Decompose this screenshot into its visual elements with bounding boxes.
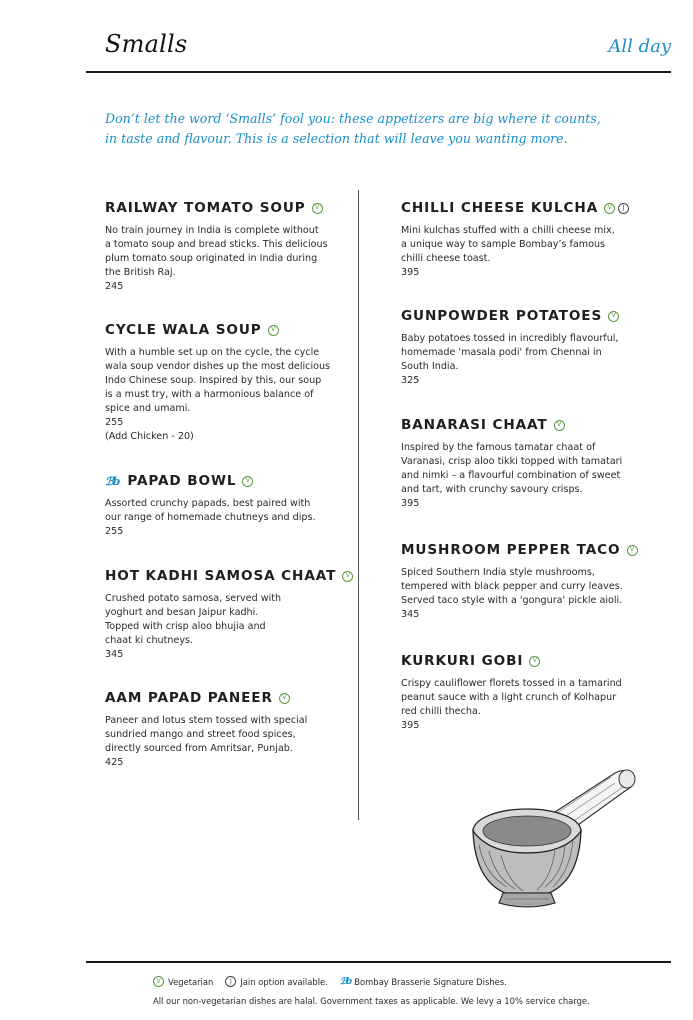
desc-line: is a must try, with a harmonious balance of — [105, 389, 314, 400]
item-name: MUSHROOM PEPPER TACO — [401, 542, 621, 558]
item-description — [401, 224, 629, 266]
menu-item-banarasi-chaat — [401, 417, 622, 511]
desc-line: Spiced Southern India style mushrooms, — [401, 567, 595, 578]
desc-line: Assorted crunchy papads, best paired with — [105, 498, 311, 509]
footnote: All our non-vegetarian dishes are halal. Government taxes as applicable. We levy a 10% service charge. — [153, 996, 590, 1006]
item-price: 245 — [105, 281, 124, 292]
mortar-pestle-illustration — [465, 765, 640, 915]
desc-line: yoghurt and besan Jaipur kadhi. — [105, 607, 259, 618]
desc-line: homemade 'masala podi' from Chennai in — [401, 347, 602, 358]
item-price: 345 — [105, 649, 124, 660]
bottom-divider — [86, 961, 671, 963]
item-name: KURKURI GOBI — [401, 653, 524, 669]
desc-line: Indo Chinese soup. Inspired by this, our soup — [105, 375, 322, 386]
vegetarian-icon: V — [268, 325, 279, 336]
desc-line: Served taco style with a 'gongura' pickle aioli. — [401, 595, 623, 606]
desc-line: wala soup vendor dishes up the most delicious — [105, 361, 331, 372]
menu-item-papad-bowl — [105, 473, 316, 539]
item-name: BANARASI CHAAT — [401, 417, 548, 433]
jain-option-icon: J — [618, 203, 629, 214]
item-price: 255 — [105, 526, 124, 537]
intro-line: in taste and flavour. This is a selection that will leave you wanting more. — [105, 131, 568, 146]
item-description — [105, 497, 316, 525]
desc-line: the British Raj. — [105, 267, 176, 278]
desc-line: plum tomato soup originated in India during — [105, 253, 318, 264]
vegetarian-icon: V — [312, 203, 323, 214]
desc-line: red chilli thecha. — [401, 706, 481, 717]
item-name: CYCLE WALA SOUP — [105, 322, 262, 338]
signature-dish-icon: ℬb — [339, 976, 352, 987]
vegetarian-icon: V — [604, 203, 615, 214]
desc-line: Paneer and lotus stem tossed with special — [105, 715, 308, 726]
item-description — [105, 224, 328, 280]
desc-line: a unique way to sample Bombay’s famous — [401, 239, 606, 250]
desc-line: Crushed potato samosa, served with — [105, 593, 282, 604]
menu-item-kurkuri-gobi — [401, 653, 622, 733]
menu-tag: All day — [608, 36, 671, 57]
desc-line: peanut sauce with a light crunch of Kolhapur — [401, 692, 617, 703]
desc-line: South India. — [401, 361, 459, 372]
item-price: 325 — [401, 375, 420, 386]
item-price: 395 — [401, 720, 420, 731]
vegetarian-icon: V — [554, 420, 565, 431]
legend-vegetarian: Vegetarian — [168, 976, 214, 987]
desc-line: chilli cheese toast. — [401, 253, 491, 264]
page-title: Smalls — [105, 30, 188, 58]
item-addon: (Add Chicken - 20) — [105, 431, 194, 442]
item-name: RAILWAY TOMATO SOUP — [105, 200, 306, 216]
desc-line: directly sourced from Amritsar, Punjab. — [105, 743, 293, 754]
intro-text — [105, 109, 601, 149]
vegetarian-icon: V — [242, 476, 253, 487]
vegetarian-icon: V — [608, 311, 619, 322]
desc-line: Topped with crisp aloo bhujia and — [105, 621, 266, 632]
item-description — [401, 677, 622, 719]
menu-item-aam-papad-paneer — [105, 690, 307, 770]
vegetarian-icon: V — [627, 545, 638, 556]
menu-item-cycle-wala-soup — [105, 322, 330, 444]
intro-line: Don’t let the word ‘Smalls’ fool you: these appetizers are big where it counts, — [105, 111, 601, 126]
menu-item-gunpowder-potatoes — [401, 308, 619, 388]
vegetarian-icon: V — [279, 693, 290, 704]
desc-line: Inspired by the famous tamatar chaat of — [401, 442, 596, 453]
item-name: HOT KADHI SAMOSA CHAAT — [105, 568, 337, 584]
legend-jain: Jain option available. — [240, 976, 328, 987]
item-description — [401, 332, 619, 374]
legend-signature: Bombay Brasserie Signature Dishes. — [354, 976, 507, 987]
item-price: 395 — [401, 267, 420, 278]
top-divider — [86, 71, 671, 73]
jain-option-icon: J — [225, 976, 236, 987]
vegetarian-icon: V — [529, 656, 540, 667]
item-description — [105, 346, 330, 416]
item-name: AAM PAPAD PANEER — [105, 690, 273, 706]
column-divider — [358, 190, 359, 820]
item-price: 345 — [401, 609, 420, 620]
vegetarian-icon: V — [153, 976, 164, 987]
item-name: GUNPOWDER POTATOES — [401, 308, 603, 324]
menu-item-chilli-cheese-kulcha — [401, 200, 629, 280]
item-description — [105, 714, 307, 756]
desc-line: tempered with black pepper and curry leaves. — [401, 581, 623, 592]
menu-item-railway-tomato-soup — [105, 200, 328, 294]
item-description — [401, 566, 638, 608]
menu-item-hot-kadhi-samosa-chaat — [105, 568, 353, 662]
desc-line: our range of homemade chutneys and dips. — [105, 512, 316, 523]
menu-item-mushroom-pepper-taco — [401, 542, 638, 622]
desc-line: No train journey in India is complete without — [105, 225, 319, 236]
desc-line: spice and umami. — [105, 403, 191, 414]
desc-line: and nimki – a flavourful combination of sweet — [401, 470, 621, 481]
desc-line: and tart, with crunchy savoury crisps. — [401, 484, 583, 495]
desc-line: sundried mango and street food spices, — [105, 729, 296, 740]
desc-line: With a humble set up on the cycle, the cycle — [105, 347, 320, 358]
vegetarian-icon: V — [342, 571, 353, 582]
item-description — [105, 592, 353, 648]
item-name: PAPAD BOWL — [127, 473, 237, 489]
item-price: 395 — [401, 498, 420, 509]
desc-line: Varanasi, crisp aloo tikki topped with tamatari — [401, 456, 623, 467]
desc-line: Crispy cauliflower florets tossed in a tamarind — [401, 678, 622, 689]
signature-dish-icon: ℬb — [105, 474, 120, 488]
desc-line: chaat ki chutneys. — [105, 635, 194, 646]
desc-line: Baby potatoes tossed in incredibly flavourful, — [401, 333, 619, 344]
item-price: 255 — [105, 417, 124, 428]
item-description — [401, 441, 622, 497]
legend — [153, 976, 507, 987]
item-name: CHILLI CHEESE KULCHA — [401, 200, 599, 216]
desc-line: Mini kulchas stuffed with a chilli cheese mix, — [401, 225, 615, 236]
desc-line: a tomato soup and bread sticks. This delicious — [105, 239, 328, 250]
item-price: 425 — [105, 757, 124, 768]
